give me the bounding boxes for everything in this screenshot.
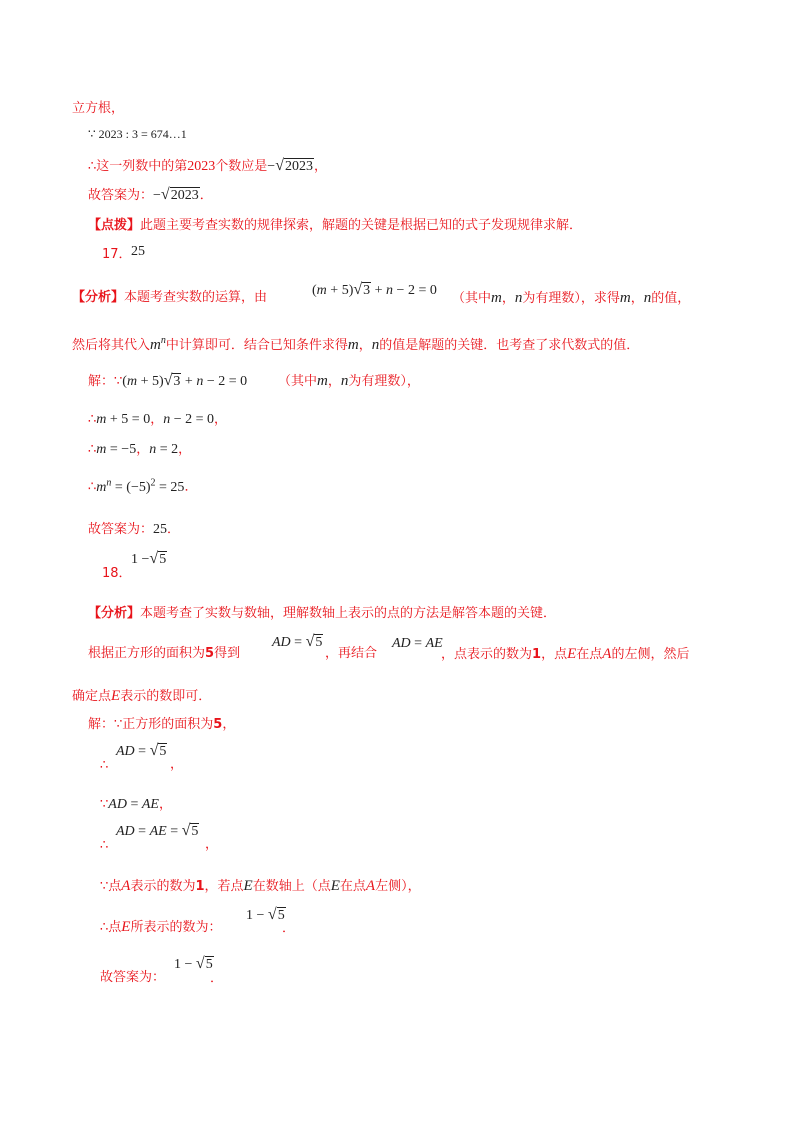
punct: ， [313, 159, 327, 174]
question-number: 18． [102, 566, 132, 581]
var-m: m [619, 290, 631, 306]
text-span: ∵点 [100, 879, 122, 894]
tip-tag: 【点拨】 [88, 218, 141, 233]
punct: ， [158, 797, 172, 812]
point-e: E [243, 878, 253, 894]
analysis-line [88, 645, 240, 663]
number: 1 [532, 647, 542, 662]
text-span: 为有理数）， [348, 374, 420, 389]
analysis-tag: 【分析】 [88, 606, 141, 621]
therefore-symbol: ∴ [88, 479, 97, 495]
text-span: 本题考查了实数与数轴，理解数轴上表示的点的方法是解答本题的关键． [140, 606, 557, 621]
text-span: （其中 [452, 291, 492, 306]
punct: ， [214, 412, 228, 427]
math-line: ∵ 2023 : 3 = 674…1 [88, 127, 187, 141]
because-symbol: ∵ [100, 797, 109, 812]
point-a: A [602, 646, 612, 662]
solution-line [100, 796, 172, 814]
therefore-symbol: ∴ [88, 442, 97, 457]
therefore-symbol: ∴ [100, 838, 109, 853]
text-span: 得到 [214, 646, 241, 661]
text-line [88, 157, 327, 176]
equation: m + 5 = 0 [96, 412, 151, 427]
punct: ， [630, 291, 644, 306]
equation: AD = AE [108, 797, 159, 812]
solution-line [88, 716, 235, 734]
text-span: ，若点 [204, 879, 244, 894]
text-span: ，再结合 [325, 646, 378, 661]
radical-sign: √ [149, 550, 159, 567]
punct: ． [282, 921, 296, 936]
point-e: E [567, 646, 577, 662]
punct: ． [167, 522, 181, 537]
text-span: 所表示的数为： [130, 920, 222, 935]
punct: ． [199, 188, 213, 203]
punct: ． [184, 479, 198, 495]
analysis-line [72, 289, 267, 307]
analysis-line [441, 645, 689, 664]
text-span: 此题主要考查实数的规律探索，解题的关键是根据已知的式子发现规律求解． [140, 218, 583, 233]
punct: ， [358, 338, 372, 353]
text-span: ∴点 [100, 920, 122, 935]
radicand: 2023 [170, 188, 199, 203]
radical-sign: √ [275, 157, 284, 174]
equation: AD = AE [392, 636, 443, 651]
radicand: 5 [159, 552, 167, 567]
analysis-line [72, 687, 211, 706]
analysis-line [72, 332, 639, 355]
number: 5 [213, 717, 223, 732]
radicand: 2023 [284, 159, 313, 174]
number: 1 [195, 879, 205, 894]
text-span: 个数应是 [215, 159, 268, 174]
text-span: ，点表示的数为 [441, 647, 533, 662]
answer-value [131, 550, 167, 569]
point-a: A [121, 878, 131, 894]
point-e: E [330, 878, 340, 894]
text-span: 确定点 [72, 689, 112, 704]
text-span: 中计算即可．结合已知条件求得 [165, 338, 348, 353]
var-n: n [514, 290, 523, 306]
var-n: n [371, 337, 380, 353]
text-span: 的值， [651, 291, 691, 306]
punct: ， [150, 412, 164, 427]
punct: ． [210, 971, 224, 986]
solution-line [88, 441, 191, 459]
text-span: ∴这一列数中的第 [88, 159, 188, 174]
number: 2023 [187, 159, 216, 174]
solution-line [100, 877, 421, 896]
point-a: A [365, 878, 376, 894]
text-span: 1 − [131, 552, 150, 567]
var-m: m [491, 290, 502, 306]
analysis-line [452, 289, 690, 308]
text-span: 在点 [576, 647, 603, 662]
punct: ， [170, 757, 184, 772]
question-number: 17． [102, 247, 132, 262]
solution-line [88, 411, 227, 429]
answer-value: 25 [131, 244, 145, 259]
solution-line [88, 474, 197, 497]
text-line: 立方根， [72, 101, 125, 116]
punct: ， [178, 442, 192, 457]
equation: m = −5 [96, 442, 137, 457]
text-span: 左侧）， [375, 879, 421, 894]
solution-line [88, 372, 247, 391]
answer-line: 故答案为： [100, 970, 166, 985]
therefore-symbol: ∴ [88, 412, 97, 427]
text-span: 的左侧，然后 [611, 647, 690, 662]
text-span: 然后将其代入 [72, 338, 151, 353]
text-span: 为有理数），求得 [522, 291, 620, 306]
var-m: m [347, 337, 359, 353]
text-span: （其中 [278, 374, 318, 389]
punct: ， [136, 442, 150, 457]
point-e: E [111, 688, 121, 704]
analysis-line [88, 605, 556, 623]
solution-line [278, 372, 420, 391]
tip-line [88, 217, 582, 235]
var-m: m [317, 373, 328, 389]
analysis-line [325, 645, 377, 663]
text-line [88, 186, 213, 205]
text-span: 在点 [339, 879, 366, 894]
power-expression: $m^n$ [150, 335, 166, 353]
text-span: 的值是解题的关键．也考查了求代数式的值． [379, 338, 640, 353]
radical-sign: √ [160, 186, 170, 203]
equation: $m^n = (-5)^2 = 25$ [96, 477, 185, 495]
punct: ， [501, 291, 515, 306]
therefore-symbol: ∴ [100, 758, 109, 773]
solution-line [100, 918, 221, 937]
equation: (m + 5)√3 + n − 2 = 0 [312, 281, 437, 298]
equation: n − 2 = 0 [163, 412, 215, 427]
analysis-tag: 【分析】 [72, 290, 125, 305]
equation: (m + 5)√3 + n − 2 = 0 [122, 372, 248, 389]
text-span: 解：∵正方形的面积为 [88, 717, 214, 732]
text-span: 本题考查实数的运算，由 [124, 290, 268, 305]
punct: ， [327, 374, 341, 389]
point-e: E [121, 919, 131, 935]
minus: − [153, 188, 161, 203]
equation: n = 2 [149, 442, 179, 457]
number: 5 [205, 646, 215, 661]
text-span: 根据正方形的面积为 [88, 646, 206, 661]
text-span: 故答案为： [88, 522, 154, 537]
text-span: ，点 [541, 647, 568, 662]
equation: 1 − √5 [246, 906, 285, 923]
equation: AD = AE = √5 [116, 822, 199, 839]
answer-value: 25 [153, 522, 168, 537]
answer-value: 1 − √5 [174, 955, 213, 972]
minus: − [267, 159, 276, 174]
punct: ， [222, 717, 236, 732]
equation: AD = √5 [116, 742, 167, 759]
text-span: 故答案为： [88, 188, 154, 203]
punct: ， [205, 837, 219, 852]
var-n: n [340, 373, 349, 389]
var-n: n [643, 290, 652, 306]
equation: AD = √5 [272, 633, 323, 650]
answer-line [88, 521, 180, 539]
text-span: 表示的数即可． [120, 689, 212, 704]
text-span: 表示的数为 [130, 879, 196, 894]
text-span: 解：∵ [88, 374, 123, 389]
text-span: 在数轴上（点 [252, 879, 331, 894]
